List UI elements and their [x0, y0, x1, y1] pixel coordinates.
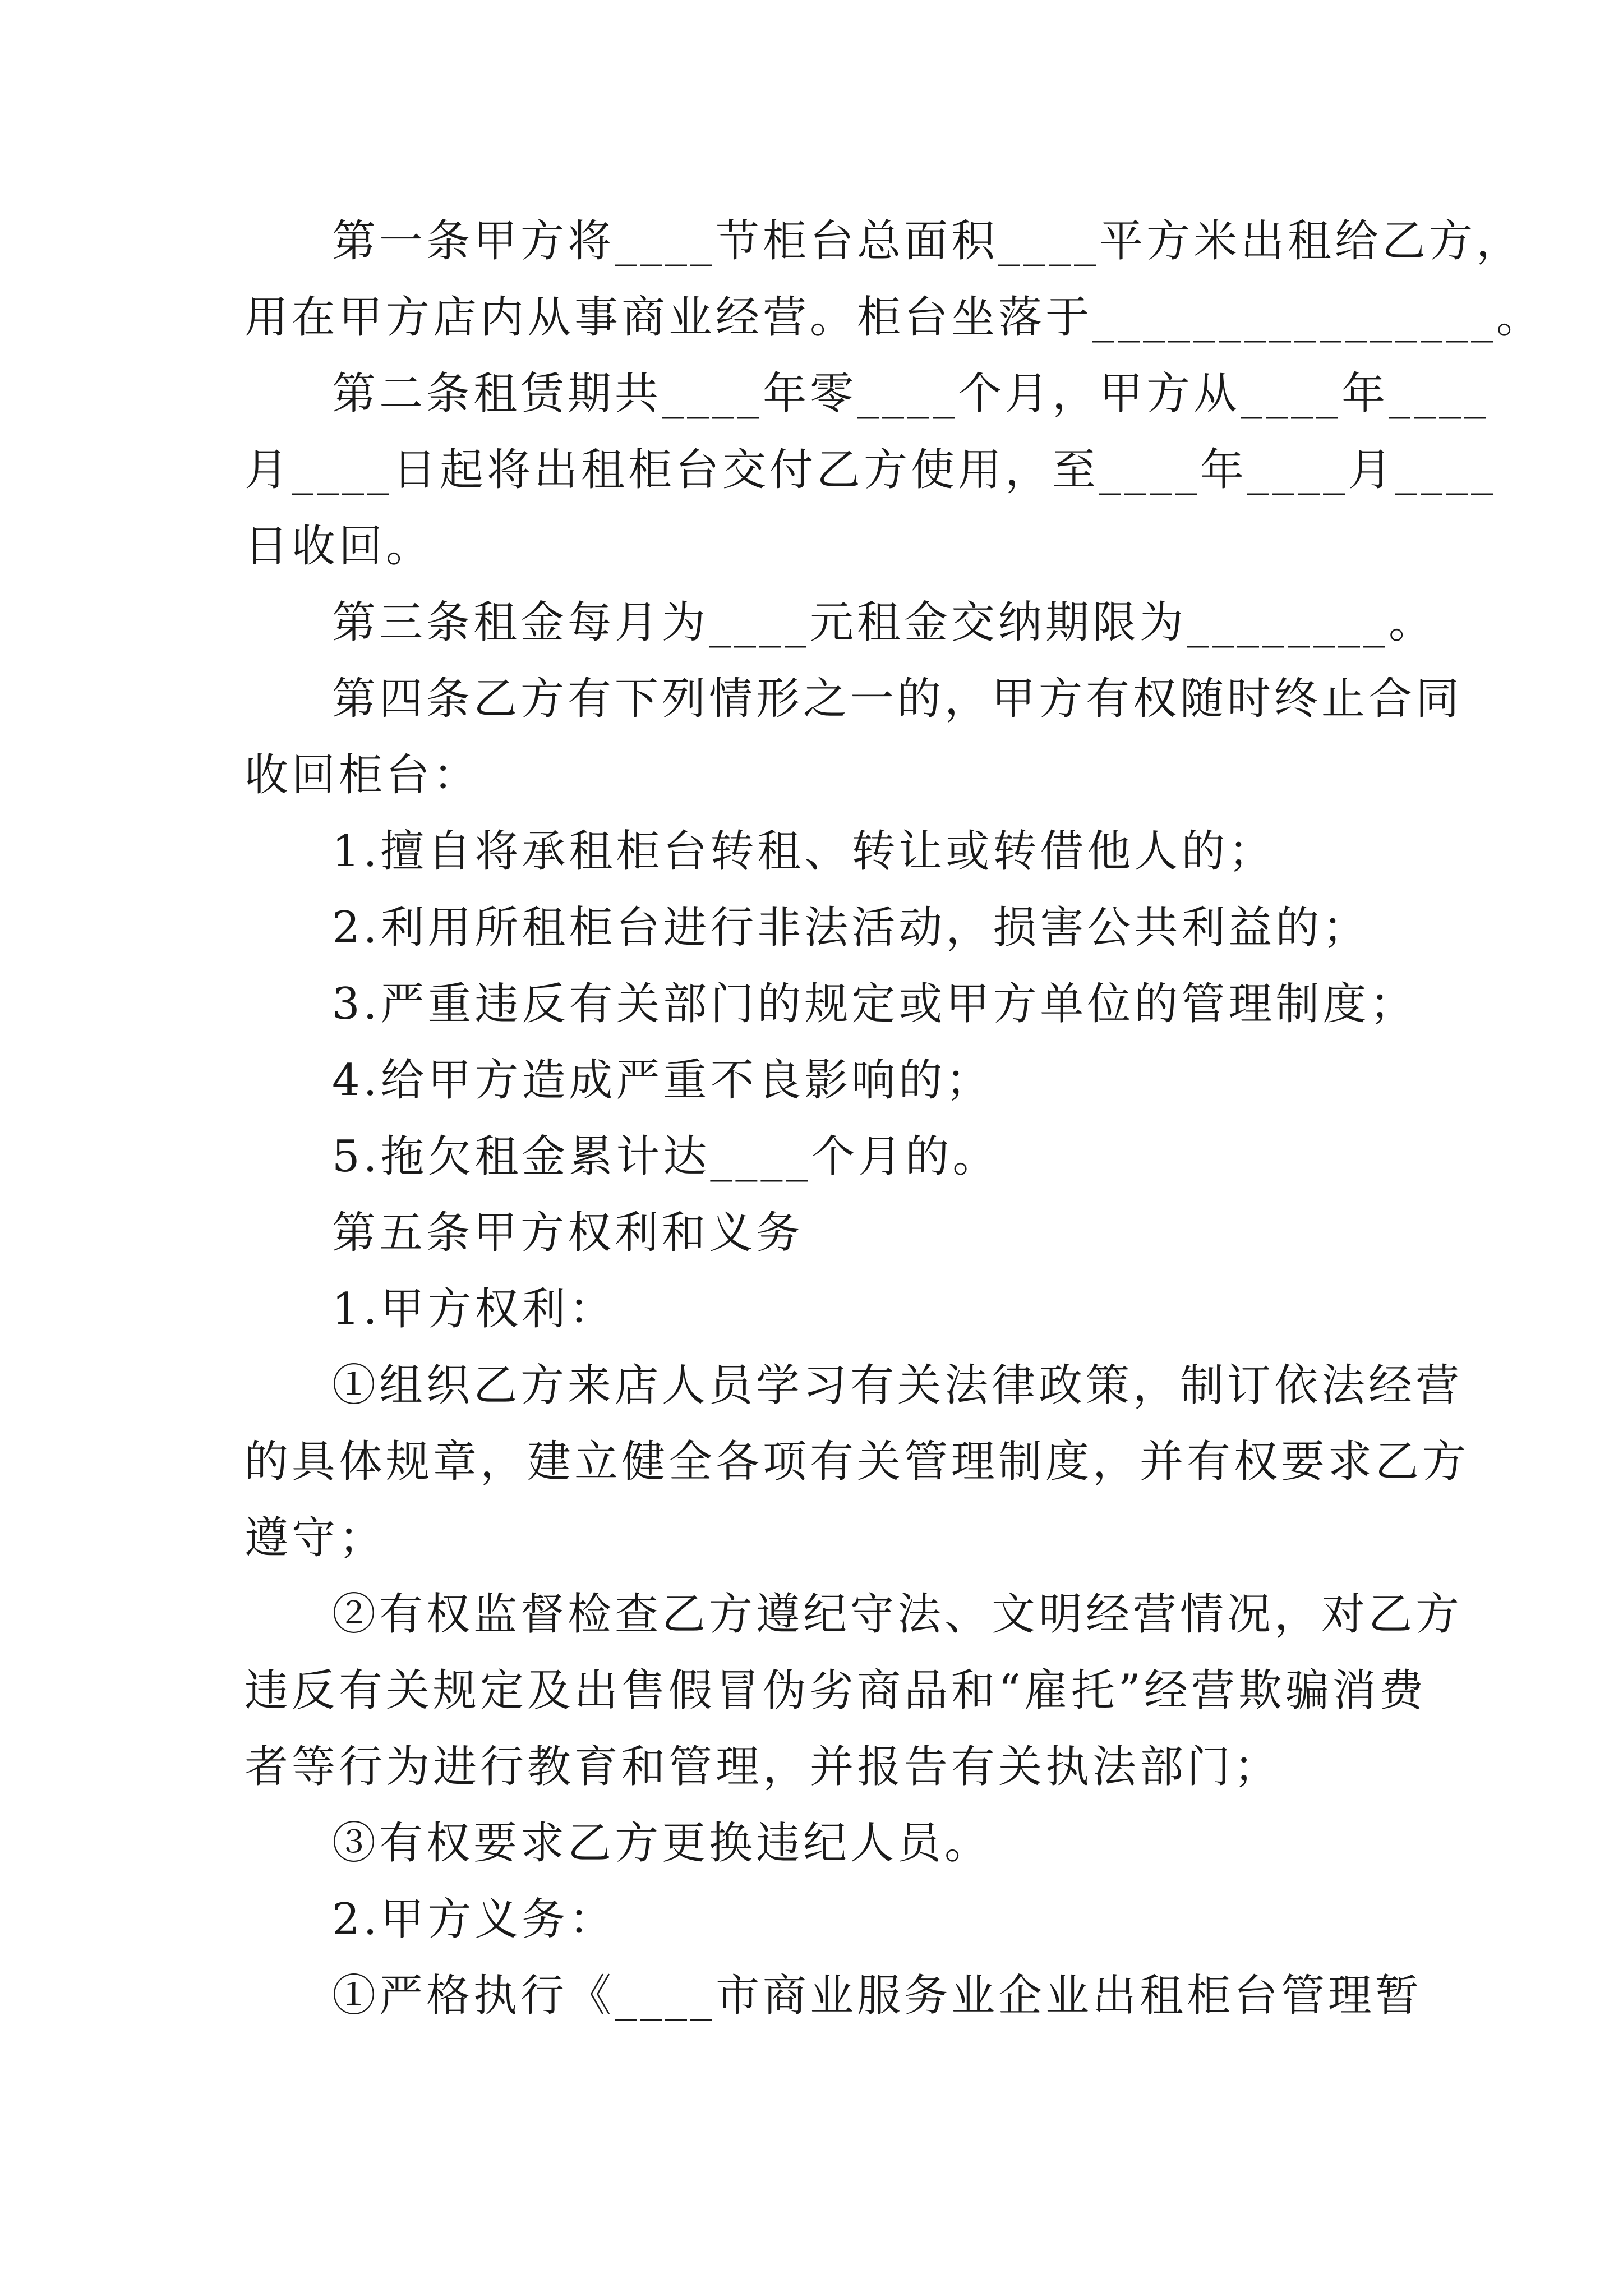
- text-line: 5.拖欠租金累计达____个月的。: [332, 1131, 1000, 1182]
- text-line: 第三条租金每月为____元租金交纳期限为________。: [332, 597, 1436, 648]
- text-line: 用在甲方店内从事商业经营。柜台坐落于________________。: [245, 292, 1544, 343]
- text-line: ③有权要求乙方更换违纪人员。: [332, 1818, 992, 1869]
- text-line: 第二条租赁期共____年零____个月，甲方从____年____: [332, 369, 1490, 419]
- text-line: 日收回。: [245, 521, 434, 572]
- text-line: ①严格执行《____市商业服务业企业出租柜台管理暂: [332, 1971, 1423, 2021]
- text-line: 4.给甲方造成严重不良影响的；: [332, 1055, 993, 1106]
- text-line: 第五条甲方权利和义务: [332, 1208, 804, 1258]
- text-line: ①组织乙方来店人员学习有关法律政策，制订依法经营: [332, 1360, 1463, 1411]
- text-line: 第四条乙方有下列情形之一的，甲方有权随时终止合同: [332, 674, 1463, 724]
- contract-body: [245, 208, 1544, 2039]
- text-line: 的具体规章，建立健全各项有关管理制度，并有权要求乙方: [245, 1437, 1470, 1487]
- text-line: 2.利用所租柜台进行非法活动，损害公共利益的；: [332, 903, 1370, 953]
- text-line: 遵守；: [245, 1513, 386, 1563]
- text-line: 收回柜台：: [245, 750, 481, 800]
- text-line: 2.甲方义务：: [332, 1894, 616, 1945]
- text-line: 1.擅自将承租柜台转租、转让或转借他人的；: [332, 826, 1276, 877]
- text-line: 违反有关规定及出售假冒伪劣商品和“雇托”经营欺骗消费: [245, 1665, 1427, 1716]
- text-line: 月____日起将出租柜台交付乙方使用，至____年____月____: [245, 445, 1497, 495]
- text-line: ②有权监督检查乙方遵纪守法、文明经营情况，对乙方: [332, 1589, 1463, 1640]
- text-line: 3.严重违反有关部门的规定或甲方单位的管理制度；: [332, 979, 1417, 1029]
- text-line: 者等行为进行教育和管理，并报告有关执法部门；: [245, 1742, 1281, 1792]
- text-line: 第一条甲方将____节柜台总面积____平方米出租给乙方，: [332, 216, 1524, 266]
- text-line: 1.甲方权利：: [332, 1284, 616, 1335]
